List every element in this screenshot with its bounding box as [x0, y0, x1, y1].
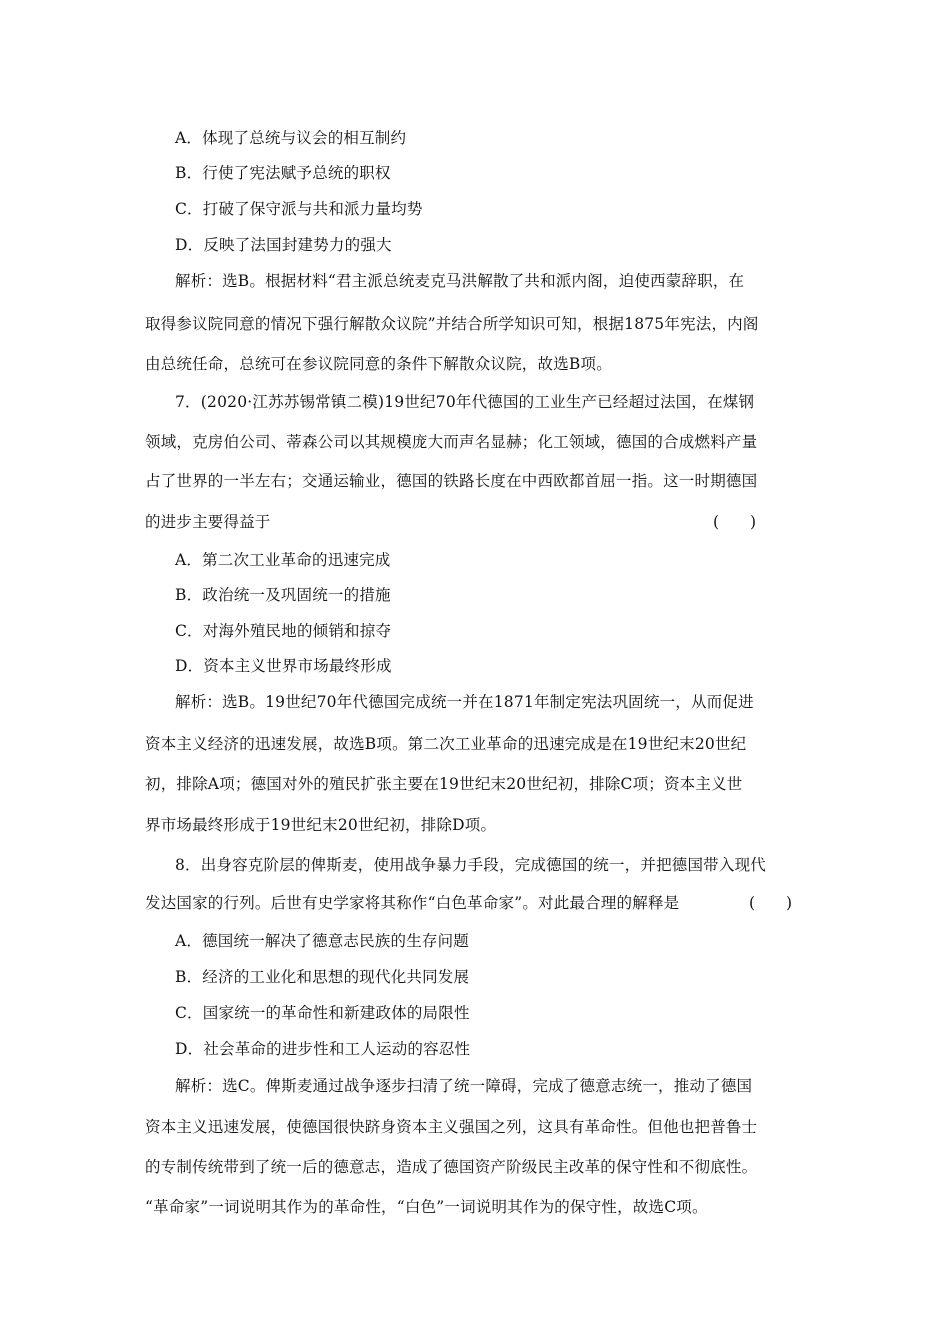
q7-stem-line: 的进步主要得益于 — [145, 513, 271, 531]
q8-analysis-line: 解析：选C。俾斯麦通过战争逐步扫清了统一障碍，完成了德意志统一，推动了德国 — [175, 1077, 753, 1095]
q7-stem-line: 占了世界的一半左右；交通运输业，德国的铁路长度在中西欧都首屈一指。这一时期德国 — [145, 472, 758, 490]
q8-stem-line: 发达国家的行列。后世有史学家将其称作“白色革命家”。对此最合理的解释是 — [145, 894, 680, 912]
q7-analysis-line: 界市场最终形成于19世纪末20世纪初，排除D项。 — [145, 816, 497, 834]
q7-stem-line: 7．(2020·江苏苏锡常镇二模)19世纪70年代德国的工业生产已经超过法国，在煤钢 — [175, 393, 755, 411]
q7-option-a: A．第二次工业革命的迅速完成 — [175, 551, 391, 569]
q7-option-b: B．政治统一及巩固统一的措施 — [175, 586, 391, 604]
q7-analysis-line: 解析：选B。19世纪70年代德国完成统一并在1871年制定宪法巩固统一，从而促进 — [175, 693, 754, 711]
q7-option-c: C．对海外殖民地的倾销和掠夺 — [175, 622, 392, 640]
q6-option-b: B．行使了宪法赋予总统的职权 — [175, 164, 391, 182]
q8-analysis-line: 资本主义迅速发展，使德国很快跻身资本主义强国之列，这具有革命性。但他也把普鲁士 — [145, 1118, 758, 1136]
q8-analysis-line: 的专制传统带到了统一后的德意志，造成了德国资产阶级民主改革的保守性和不彻底性。 — [145, 1158, 758, 1176]
q8-option-d: D．社会革命的进步性和工人运动的容忍性 — [175, 1040, 471, 1058]
q6-analysis-line: 取得参议院同意的情况下强行解散众议院”并结合所学知识可知，根据1875年宪法，内阁 — [145, 315, 759, 333]
q8-answer-bracket: ( ) — [749, 894, 793, 912]
q7-analysis-line: 初，排除A项；德国对外的殖民扩张主要在19世纪末20世纪初，排除C项；资本主义世 — [145, 775, 743, 793]
q6-option-d: D．反映了法国封建势力的强大 — [175, 236, 392, 254]
q6-analysis-line: 解析：选B。根据材料“君主派总统麦克马洪解散了共和派内阁，迫使西蒙辞职，在 — [175, 272, 745, 290]
q6-option-a: A．体现了总统与议会的相互制约 — [175, 129, 407, 147]
q6-analysis-line: 由总统任命，总统可在参议院同意的条件下解散众议院，故选B项。 — [145, 355, 612, 373]
q8-analysis-line: “革命家”一词说明其作为的革命性，“白色”一词说明其作为的保守性，故选C项。 — [145, 1198, 708, 1216]
q7-option-d: D．资本主义世界市场最终形成 — [175, 657, 392, 675]
q7-stem-line: 领域，克房伯公司、蒂森公司以其规模庞大而声名显赫；化工领域，德国的合成燃料产量 — [145, 433, 758, 451]
q8-option-c: C．国家统一的革命性和新建政体的局限性 — [175, 1004, 470, 1022]
q7-analysis-line: 资本主义经济的迅速发展，故选B项。第二次工业革命的迅速完成是在19世纪末20世纪 — [145, 735, 747, 753]
q8-stem-line: 8．出身容克阶层的俾斯麦，使用战争暴力手段，完成德国的统一，并把德国带入现代 — [175, 856, 766, 874]
q8-option-a: A．德国统一解决了德意志民族的生存问题 — [175, 932, 469, 950]
q8-option-b: B．经济的工业化和思想的现代化共同发展 — [175, 968, 470, 986]
q7-answer-bracket: ( ) — [713, 513, 757, 531]
q6-option-c: C．打破了保守派与共和派力量均势 — [175, 200, 423, 218]
